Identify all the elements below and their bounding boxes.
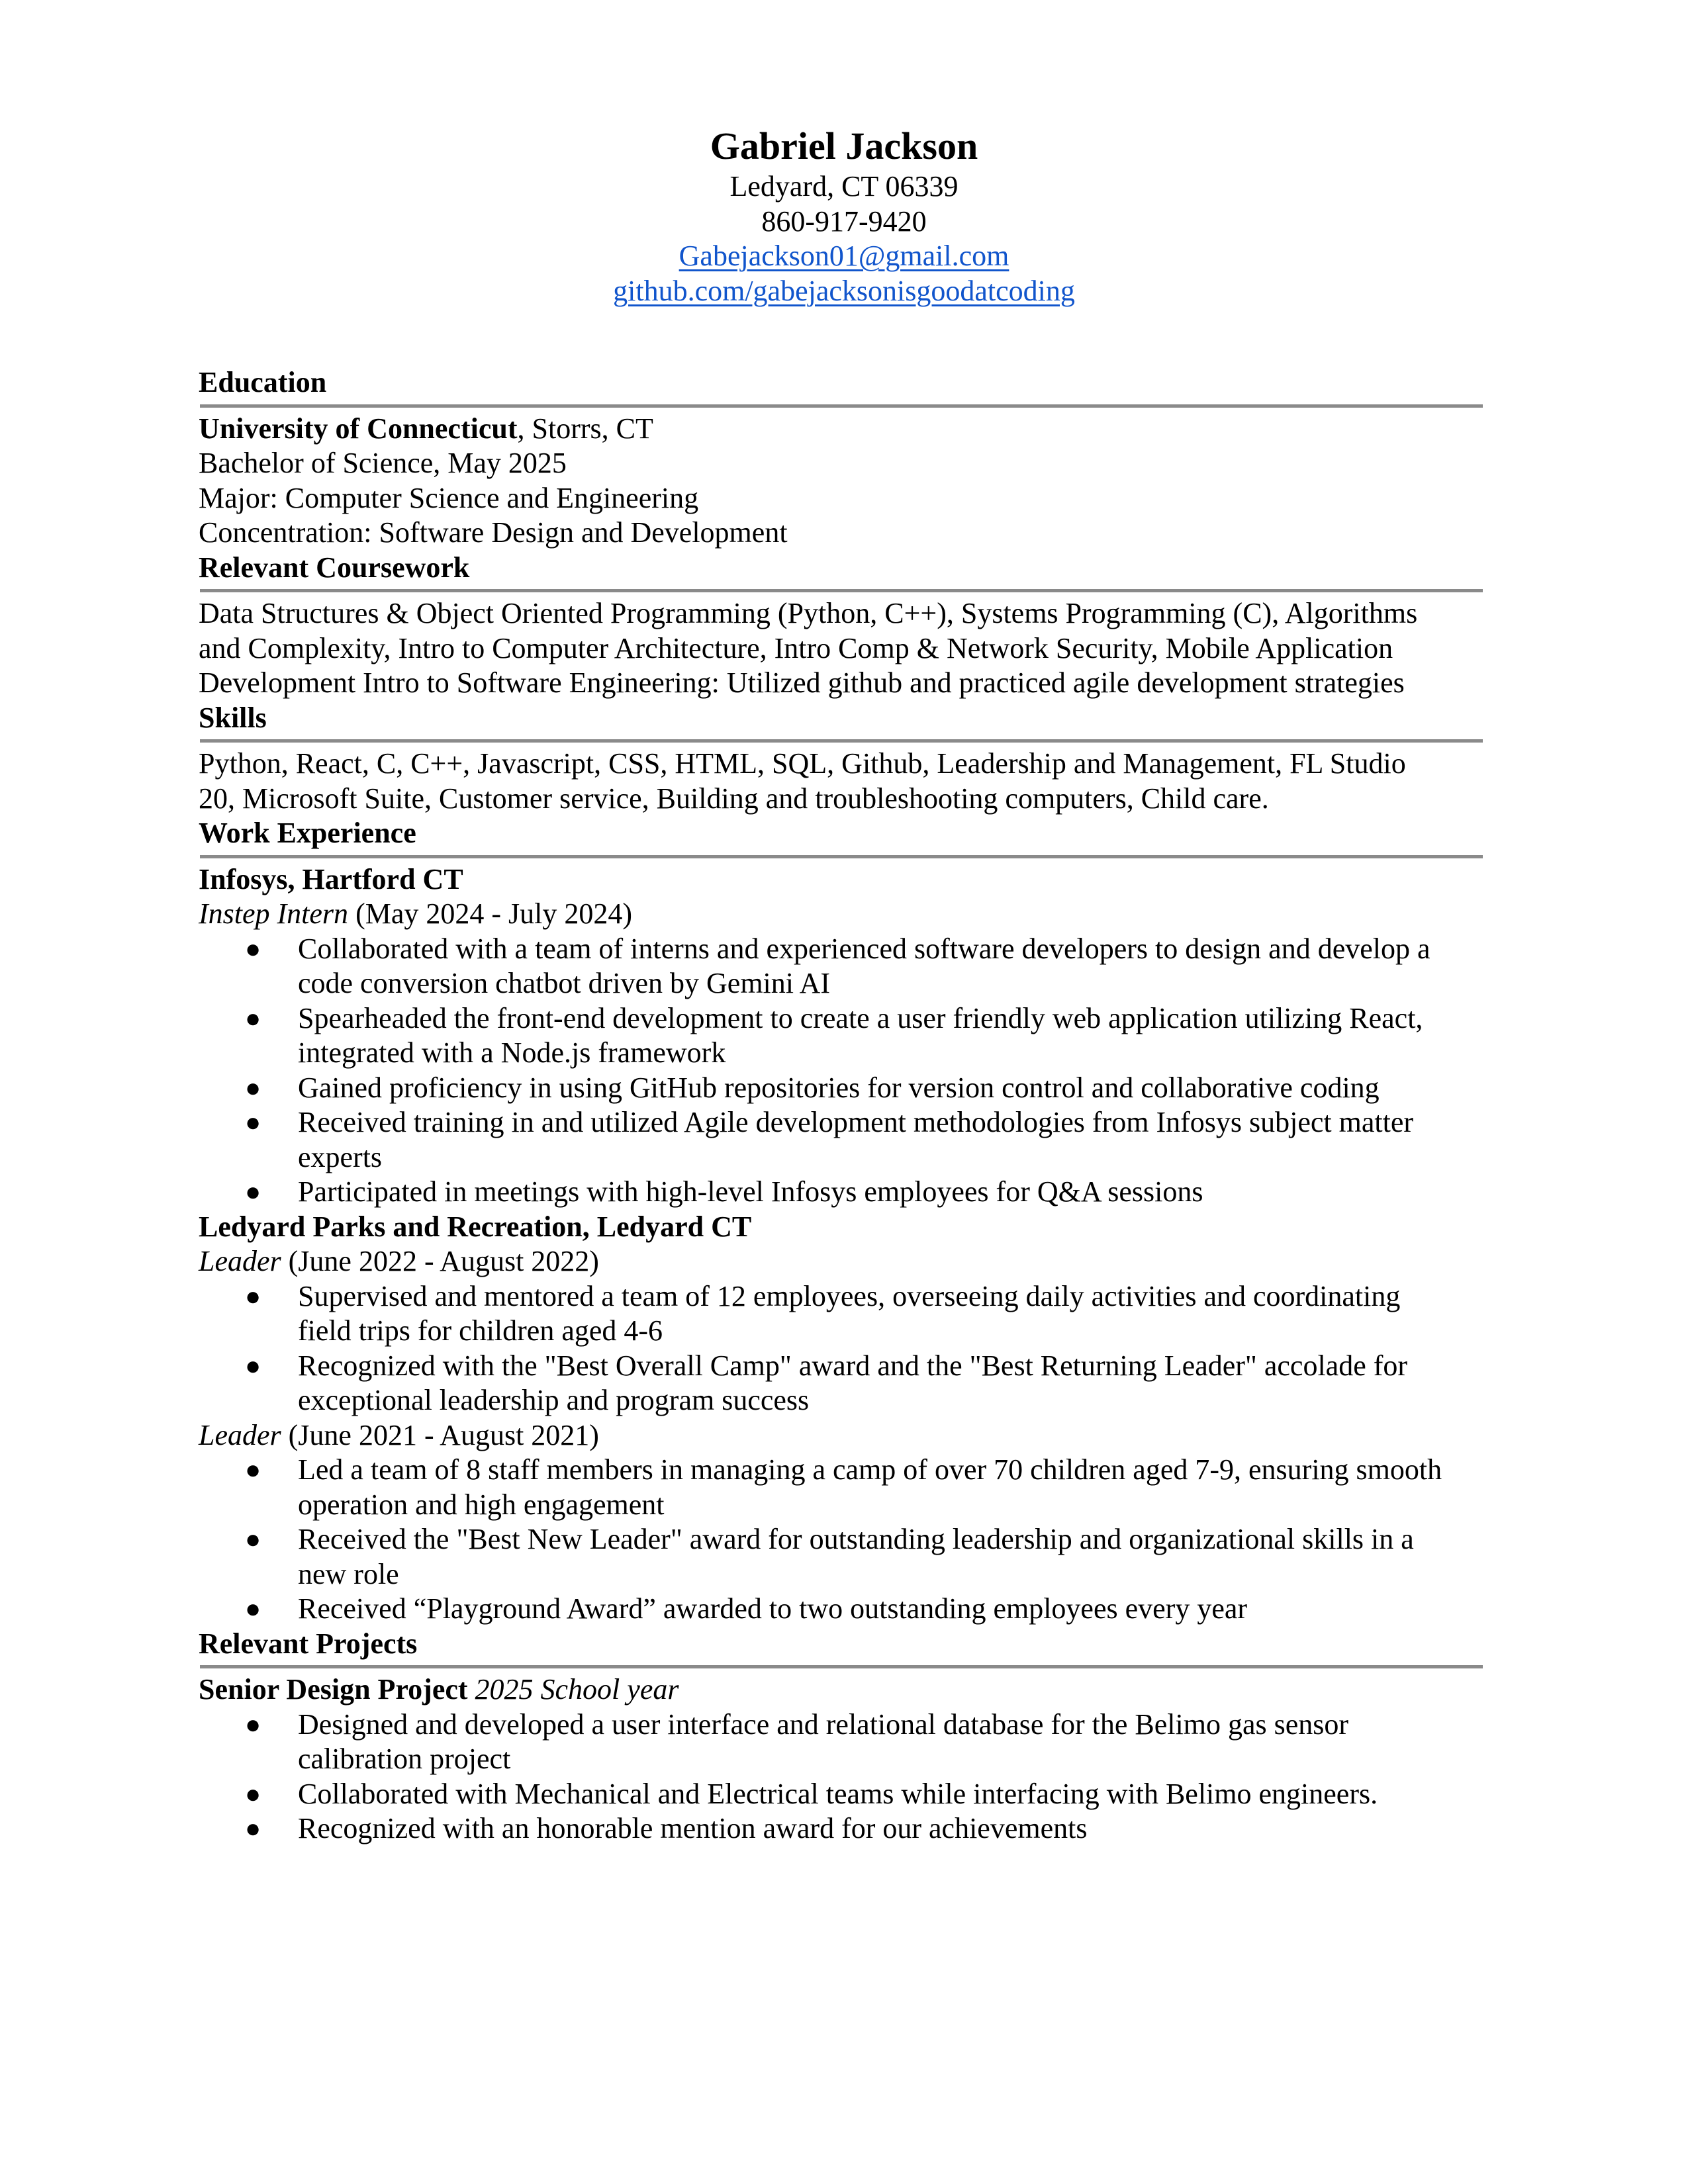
school-name: University of Connecticut <box>199 412 518 445</box>
section-heading: Relevant Projects <box>199 1627 418 1660</box>
bullet-text: code conversion chatbot driven by Gemini AI <box>298 967 831 999</box>
bullet-item <box>199 1522 1483 1592</box>
work-experience-section <box>199 816 1483 1627</box>
bullet-item <box>199 1105 1483 1175</box>
bullet-item <box>199 1001 1483 1071</box>
projects-section <box>199 1627 1483 1846</box>
phone-text: 860-917-9420 <box>761 205 927 238</box>
bullet-item <box>199 1071 1483 1106</box>
bullet-list <box>199 1453 1483 1627</box>
skills-line: Python, React, C, C++, Javascript, CSS, HTML, SQL, Github, Leadership and Management, FL Studio <box>199 747 1406 780</box>
section-heading: Work Experience <box>199 817 416 849</box>
role-line <box>199 1418 1483 1453</box>
bullet-icon: ● <box>245 1594 261 1623</box>
bullet-icon: ● <box>245 1455 261 1484</box>
employer-name: Ledyard Parks and Recreation, Ledyard CT <box>199 1210 752 1243</box>
bullet-item <box>199 1707 1483 1777</box>
bullet-item <box>199 1592 1483 1627</box>
bullet-text: Received “Playground Award” awarded to two outstanding employees every year <box>298 1592 1248 1625</box>
education-section <box>199 365 1483 551</box>
project-title: Senior Design Project <box>199 1673 468 1706</box>
coursework-line: Data Structures & Object Oriented Programming (Python, C++), Systems Programming (C), Algorithms <box>199 597 1418 629</box>
bullet-list <box>199 932 1483 1210</box>
bullet-icon: ● <box>245 1350 261 1381</box>
bullet-icon: ● <box>245 1813 261 1843</box>
role-title: Instep Intern <box>199 897 349 930</box>
bullet-item <box>199 1811 1483 1846</box>
bullet-text: field trips for children aged 4-6 <box>298 1314 663 1347</box>
section-divider <box>200 855 1483 858</box>
bullet-text: Gained proficiency in using GitHub repositories for version control and collaborative coding <box>298 1071 1380 1104</box>
major-text: Major: Computer Science and Engineering <box>199 481 699 514</box>
bullet-icon: ● <box>245 1709 261 1739</box>
bullet-text: calibration project <box>298 1743 511 1775</box>
role-dates: (May 2024 - July 2024) <box>348 897 633 930</box>
coursework-line: and Complexity, Intro to Computer Architecture, Intro Comp & Network Security, Mobile Application <box>199 631 1393 664</box>
bullet-item <box>199 1777 1483 1812</box>
concentration-text: Concentration: Software Design and Development <box>199 516 788 549</box>
bullet-text: Recognized with the "Best Overall Camp" award and the "Best Returning Leader" accolade for <box>298 1349 1408 1382</box>
bullet-text: Recognized with an honorable mention award for our achievements <box>298 1812 1088 1844</box>
bullet-item <box>199 932 1483 1001</box>
bullet-icon: ● <box>245 1003 261 1033</box>
bullet-text: Designed and developed a user interface and relational database for the Belimo gas sensor <box>298 1707 1349 1741</box>
bullet-text: Received training in and utilized Agile development methodologies from Infosys subject matter <box>298 1106 1414 1138</box>
bullet-icon: ● <box>245 1177 261 1206</box>
bullet-item <box>199 1175 1483 1210</box>
bullet-text: Spearheaded the front-end development to create a user friendly web application utilizing React, <box>298 1001 1423 1034</box>
school-location: , Storrs, CT <box>517 412 653 445</box>
role-title: Leader <box>199 1245 281 1277</box>
coursework-line: Development Intro to Software Engineering: Utilized github and practiced agile development strategies <box>199 666 1405 699</box>
bullet-item <box>199 1279 1483 1349</box>
bullet-text: Participated in meetings with high-level Infosys employees for Q&A sessions <box>298 1175 1203 1208</box>
bullet-text: Led a team of 8 staff members in managing a camp of over 70 children aged 7-9, ensuring smooth <box>298 1453 1442 1486</box>
bullet-icon: ● <box>245 1107 261 1137</box>
github-link[interactable]: github.com/gabejacksonisgoodatcoding <box>613 274 1075 307</box>
role-dates: (June 2022 - August 2022) <box>281 1245 599 1277</box>
bullet-item <box>199 1349 1483 1418</box>
skills-section <box>199 701 1483 817</box>
role-dates: (June 2021 - August 2021) <box>281 1418 599 1451</box>
bullet-icon: ● <box>245 1072 261 1103</box>
email-link[interactable]: Gabejackson01@gmail.com <box>679 240 1009 272</box>
bullet-text: Received the "Best New Leader" award for outstanding leadership and organizational skills in a <box>298 1523 1414 1555</box>
section-divider <box>200 589 1483 592</box>
bullet-icon: ● <box>245 1524 261 1554</box>
section-heading: Skills <box>199 701 267 734</box>
role-line <box>199 897 1483 932</box>
candidate-name: Gabriel Jackson <box>710 124 978 167</box>
bullet-list <box>199 1279 1483 1418</box>
degree-text: Bachelor of Science, May 2025 <box>199 447 567 479</box>
role-title: Leader <box>199 1418 281 1451</box>
bullet-icon: ● <box>245 1778 261 1809</box>
location-text: Ledyard, CT 06339 <box>729 170 959 203</box>
bullet-text: Supervised and mentored a team of 12 employees, overseeing daily activities and coordinating <box>298 1279 1401 1312</box>
bullet-list <box>199 1707 1483 1846</box>
section-divider <box>200 404 1483 408</box>
job-entry <box>199 862 1483 1210</box>
project-period: 2025 School year <box>475 1673 679 1706</box>
coursework-section <box>199 551 1483 701</box>
section-heading: Education <box>199 366 327 398</box>
section-divider <box>200 739 1483 743</box>
section-heading: Relevant Coursework <box>199 551 470 584</box>
resume-header <box>0 123 1688 308</box>
job-entry <box>199 1210 1483 1627</box>
role-line <box>199 1244 1483 1279</box>
bullet-text: Collaborated with a team of interns and experienced software developers to design and develop a <box>298 932 1430 965</box>
project-entry <box>199 1672 1483 1846</box>
bullet-text: exceptional leadership and program success <box>298 1384 810 1416</box>
employer-name: Infosys, Hartford CT <box>199 862 463 895</box>
skills-line: 20, Microsoft Suite, Customer service, Building and troubleshooting computers, Child care. <box>199 782 1269 815</box>
bullet-icon: ● <box>245 1281 261 1311</box>
bullet-text: Collaborated with Mechanical and Electrical teams while interfacing with Belimo engineers. <box>298 1777 1378 1810</box>
bullet-text: operation and high engagement <box>298 1488 665 1521</box>
bullet-item <box>199 1453 1483 1522</box>
section-divider <box>200 1665 1483 1668</box>
resume-body <box>199 365 1483 1846</box>
bullet-text: new role <box>298 1557 399 1590</box>
bullet-text: integrated with a Node.js framework <box>298 1036 726 1069</box>
bullet-icon: ● <box>245 933 261 964</box>
bullet-text: experts <box>298 1140 383 1173</box>
